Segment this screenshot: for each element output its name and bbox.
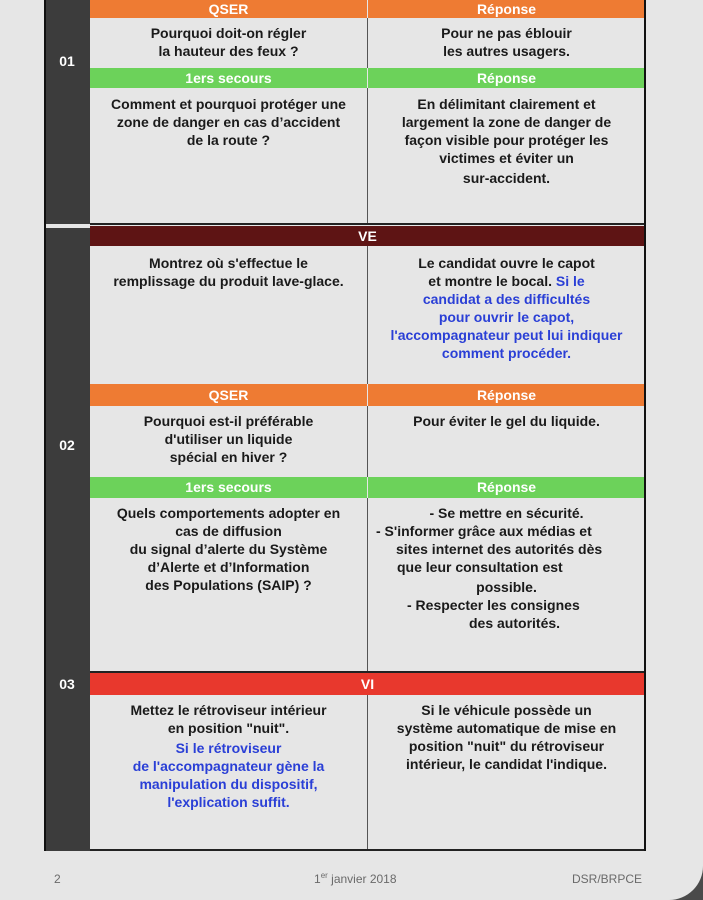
answer-header: Réponse: [368, 384, 645, 406]
qser-answer: Pour ne pas éblouir les autres usagers.: [441, 25, 572, 59]
secours-header: 1ers secours: [90, 68, 367, 88]
secours-answer: - Se mettre en sécurité. - S'informer grâce aux médias et sites internet des autorités dès que leur consultation est possible. - Respecter les consignes des autorités.: [376, 505, 603, 631]
vi-question: Mettez le rétroviseur intérieur en position "nuit". Si le rétroviseur de l'accompagnateur gène la manipulation du dispositif, l'explication suffit.: [130, 702, 327, 810]
secours-question: Quels comportements adopter en cas de diffusion du signal d’alerte du Système d’Alerte et d’Information des Populations (SAIP) ?: [116, 505, 341, 593]
ve-header: VE: [90, 226, 645, 246]
page-number: 2: [54, 872, 61, 886]
qser-header: QSER: [90, 384, 367, 406]
secours-question: Comment et pourquoi protéger une zone de danger en cas d’accident de la route ?: [111, 96, 346, 148]
section-number: 02: [59, 437, 75, 453]
section-number: 01: [59, 53, 75, 69]
secours-answer: En délimitant clairement et largement la zone de danger de façon visible pour protéger les victimes et éviter un sur-accident.: [401, 96, 612, 186]
qser-question: Pourquoi doit-on régler la hauteur des feux ?: [150, 25, 307, 59]
qser-header: QSER: [90, 0, 367, 18]
qser-answer: Pour éviter le gel du liquide.: [413, 413, 600, 429]
qser-question: Pourquoi est-il préférable d'utiliser un liquide spécial en hiver ?: [143, 413, 314, 465]
secours-header: 1ers secours: [90, 477, 367, 498]
vi-header: VI: [90, 673, 645, 695]
section-number: 03: [59, 676, 75, 692]
table-grid-lines: [44, 0, 646, 851]
ve-answer: Le candidat ouvre le capot et montre le bocal. Si le candidat a des difficultés pour ouvrir le capot, l'accompagnateur peut lui indiquer comment procéder.: [390, 255, 623, 361]
footer-code: DSR/BRPCE: [572, 872, 643, 886]
ve-question: Montrez où s'effectue le remplissage du produit lave-glace.: [113, 255, 344, 289]
answer-header: Réponse: [368, 0, 645, 18]
answer-header: Réponse: [368, 477, 645, 498]
vi-answer: Si le véhicule possède un système automatique de mise en position "nuit" du rétroviseur intérieur, le candidat l'indique.: [396, 702, 617, 772]
answer-header: Réponse: [368, 68, 645, 88]
footer-date: 1er janvier 2018: [314, 871, 397, 886]
